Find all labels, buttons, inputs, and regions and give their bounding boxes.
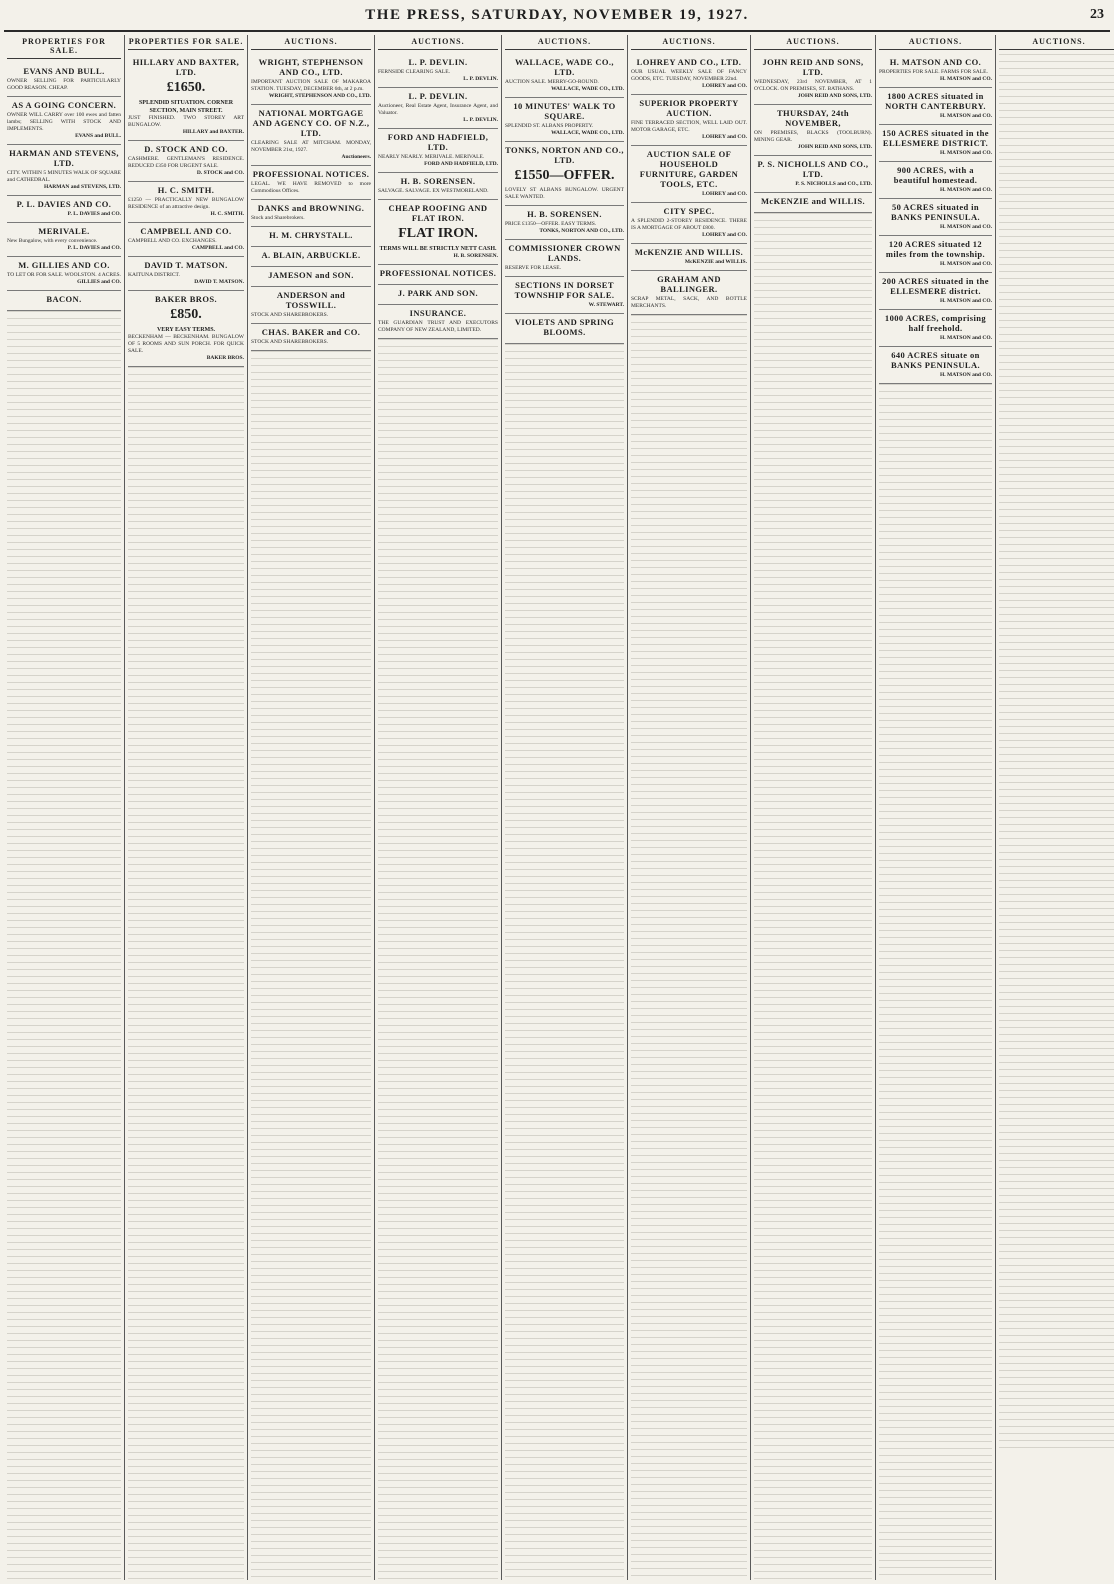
page-number: 23 [1090, 7, 1104, 22]
ad-signature: Auctioneers. [341, 154, 371, 160]
classified-ad [7, 145, 121, 196]
ad-heading: EVANS AND BULL. [23, 66, 105, 76]
ad-heading: AS A GOING CONCERN. [11, 100, 117, 110]
ad-signature: CAMPBELL and CO. [191, 245, 244, 251]
classified-ad [251, 324, 371, 351]
ad-signature: L. P. DEVLIN. [463, 76, 498, 82]
classified-ad [378, 200, 498, 265]
ad-signature: H. B. SORENSEN. [453, 253, 498, 259]
column-heading: AUCTIONS. [505, 35, 624, 50]
column-heading: PROPERTIES FOR SALE. [7, 35, 121, 59]
classified-ad [505, 314, 624, 344]
classified-ad [7, 63, 121, 97]
ad-heading: FORD AND HADFIELD, LTD. [387, 132, 489, 152]
small-print-lines [879, 384, 992, 1580]
ad-subheading: SPLENDID SITUATION. CORNER SECTION, MAIN STREET. [138, 100, 234, 114]
ad-signature: H. C. SMITH. [210, 211, 244, 217]
ad-heading: HILLARY AND BAXTER, LTD. [132, 57, 240, 77]
ad-heading: 200 ACRES situated in the ELLESMERE district. [882, 276, 989, 296]
ad-signature: BAKER BROS. [206, 355, 244, 361]
ad-body-text: £1250 — PRACTICALLY NEW BUNGALOW RESIDENCE of an attractive design. [128, 197, 244, 210]
ad-subheading: TERMS WILL BE STRICTLY NETT CASH. [379, 246, 497, 252]
classified-ad [378, 173, 498, 200]
ad-price: £1650. [166, 80, 206, 95]
ad-heading: NATIONAL MORTGAGE AND AGENCY CO. OF N.Z., LTD. [252, 108, 370, 138]
small-print-lines [378, 339, 498, 1580]
ad-signature: H. MATSON and CO. [939, 76, 992, 82]
ad-body-text: OWNER WILL CARRY over 100 ewes and fatten lambs; SELLING WITH STOCK AND IMPLEMENTS. [7, 112, 121, 132]
classified-ad [879, 273, 992, 310]
ad-heading: H. M. CHRYSTALL. [269, 230, 353, 240]
ad-price: £1550—OFFER. [514, 168, 615, 183]
column-4 [375, 35, 502, 1580]
classified-ad [879, 54, 992, 88]
ad-signature: H. MATSON and CO. [939, 224, 992, 230]
classified-ad [879, 162, 992, 199]
ad-heading: ANDERSON and TOSSWILL. [276, 290, 346, 310]
ad-signature: P. S. NICHOLLS and CO., LTD. [795, 181, 872, 187]
small-print-lines [999, 54, 1114, 1454]
ad-heading: H. C. SMITH. [157, 185, 215, 195]
classified-ad [505, 277, 624, 314]
ad-body-text: AUCTION SALE. MERRY-GO-ROUND. [505, 79, 599, 85]
classified-ad [7, 223, 121, 257]
classified-ad [251, 227, 371, 247]
classified-ad [631, 271, 747, 315]
classified-ad [128, 223, 244, 257]
masthead [4, 2, 1110, 32]
ad-signature: WRIGHT, STEPHENSON AND CO., LTD. [268, 93, 371, 99]
ad-heading: COMMISSIONER CROWN LANDS. [508, 243, 621, 263]
ad-signature: L. P. DEVLIN. [463, 117, 498, 123]
ad-body-text: PROPERTIES FOR SALE. FARMS FOR SALE. [879, 69, 988, 75]
column-heading: AUCTIONS. [879, 35, 992, 50]
ad-body-text: SCRAP METAL, SACK, AND BOTTLE MERCHANTS. [631, 296, 747, 309]
classified-ad [879, 199, 992, 236]
classified-ad [631, 244, 747, 271]
ad-heading: H. B. SORENSEN. [400, 176, 476, 186]
classified-ad [378, 129, 498, 173]
ad-signature: JOHN REID AND SONS, LTD. [797, 144, 872, 150]
ad-signature: H. MATSON and CO. [939, 298, 992, 304]
classified-ad [879, 125, 992, 162]
ad-signature: GILLIES and CO. [77, 279, 121, 285]
ad-body-text: BECKENHAM — BECKENHAM. BUNGALOW OF 5 ROOMS AND SUN PORCH. FOR QUICK SALE. [128, 334, 244, 354]
small-print-lines [7, 311, 121, 1580]
ad-body-text: CLEARING SALE AT MITCHAM. MONDAY, NOVEMBER 21st, 1927. [251, 140, 371, 153]
classified-ad [754, 156, 872, 193]
classified-ad [251, 267, 371, 287]
ad-body-text: OUR USUAL WEEKLY SALE OF FANCY GOODS, ETC. TUESDAY, NOVEMBER 22nd. [631, 69, 747, 82]
ad-heading: DANKS and BROWNING. [257, 203, 365, 213]
ad-heading: 1000 ACRES, comprising half freehold. [884, 313, 987, 333]
ad-heading: D. STOCK AND CO. [144, 144, 228, 154]
classified-ad [128, 141, 244, 182]
classified-ad [128, 182, 244, 223]
ad-body-text: SALVAGE. SALVAGE. EX WESTMORELAND. [378, 188, 489, 194]
ad-heading: H. MATSON AND CO. [889, 57, 982, 67]
ad-signature: W. STEWART. [588, 302, 624, 308]
column-heading: AUCTIONS. [378, 35, 498, 50]
ad-body-text: WEDNESDAY, 23rd NOVEMBER, AT 1 O'CLOCK. ON PREMISES, ST. BATHANS. [754, 79, 872, 92]
ad-body-text: KAITUNA DISTRICT. [128, 272, 180, 278]
ad-heading: 120 ACRES situated 12 miles from the township. [885, 239, 986, 259]
classified-ad [251, 287, 371, 324]
ad-body-text: OWNER SELLING FOR PARTICULARLY GOOD REASON. CHEAP. [7, 78, 121, 91]
classified-ad [378, 54, 498, 88]
classified-ad [251, 200, 371, 227]
small-print-lines [754, 213, 872, 1580]
ad-signature: H. MATSON and CO. [939, 113, 992, 119]
classified-ad [378, 88, 498, 129]
classified-ad [754, 105, 872, 156]
ad-body-text: LOVELY ST ALBANS BUNGALOW. URGENT SALE WANTED. [505, 187, 624, 200]
column-1 [4, 35, 125, 1580]
classified-ad [631, 203, 747, 244]
ad-body-text: TO LET OR FOR SALE. WOOLSTON. 4 ACRES. [7, 272, 121, 278]
ad-signature: McKENZIE and WILLIS. [684, 259, 747, 265]
small-print-lines [251, 351, 371, 1580]
ad-body-text: STOCK AND SHAREBROKERS. [251, 339, 329, 345]
ad-signature: P. L. DAVIES and CO. [67, 211, 121, 217]
classified-ad [128, 291, 244, 367]
ad-signature: LOHREY and CO. [702, 191, 747, 197]
ad-heading: DAVID T. MATSON. [144, 260, 228, 270]
column-2 [125, 35, 248, 1580]
ad-signature: LOHREY and CO. [702, 134, 747, 140]
ad-body-text: ON PREMISES, BLACKS (TOOLBURN). MINING GEAR. [754, 130, 872, 143]
ad-signature: WALLACE, WADE CO., LTD. [551, 130, 624, 136]
classified-ad [505, 142, 624, 206]
ad-heading: TONKS, NORTON AND CO., LTD. [505, 145, 624, 165]
ad-signature: HARMAN and STEVENS, LTD. [44, 184, 121, 190]
ad-heading: 150 ACRES situated in the ELLESMERE DISTRICT. [882, 128, 989, 148]
ad-signature: FORD AND HADFIELD, LTD. [424, 161, 498, 167]
ad-signature: DAVID T. MATSON. [194, 279, 244, 285]
ad-body-text: New Bungalow, with every convenience. [7, 238, 98, 244]
column-heading: AUCTIONS. [631, 35, 747, 50]
ad-signature: H. MATSON and CO. [939, 150, 992, 156]
ad-heading: CITY SPEC. [663, 206, 715, 216]
column-heading: PROPERTIES FOR SALE. [128, 35, 244, 50]
ad-body-text: CASHMERE. GENTLEMAN'S RESIDENCE. REDUCED £350 FOR URGENT SALE. [128, 156, 244, 169]
columns [4, 35, 1110, 1580]
ad-heading: McKENZIE and WILLIS. [761, 196, 865, 206]
classified-ad [378, 265, 498, 285]
classified-ad [754, 54, 872, 105]
ad-heading: BACON. [46, 294, 82, 304]
classified-ad [7, 257, 121, 291]
classified-ad [505, 206, 624, 240]
ad-body-text: Stock and Sharebrokers. [251, 215, 305, 221]
ad-heading: VIOLETS AND SPRING BLOOMS. [514, 317, 615, 337]
ad-subheading: VERY EASY TERMS. [156, 327, 216, 333]
classified-ad [879, 236, 992, 273]
ad-heading: P. L. DAVIES AND CO. [16, 199, 112, 209]
column-3 [248, 35, 375, 1580]
ad-heading: LOHREY AND CO., LTD. [636, 57, 742, 67]
ad-signature: LOHREY and CO. [702, 83, 747, 89]
classified-ad [128, 54, 244, 141]
ad-signature: H. MATSON and CO. [939, 372, 992, 378]
ad-price: FLAT IRON. [398, 226, 478, 241]
classified-ad [631, 95, 747, 146]
column-heading: AUCTIONS. [251, 35, 371, 50]
ad-signature: JOHN REID AND SONS, LTD. [797, 93, 872, 99]
classified-ad [378, 305, 498, 339]
ad-body-text: JUST FINISHED. TWO STOREY ART BUNGALOW. [128, 115, 244, 128]
small-print-lines [505, 344, 624, 1580]
ad-heading: MERIVALE. [38, 226, 90, 236]
page-title: THE PRESS, SATURDAY, NOVEMBER 19, 1927. [365, 7, 749, 23]
ad-heading: 640 ACRES situate on BANKS PENINSULA. [890, 350, 981, 370]
ad-heading: THURSDAY, 24th NOVEMBER, [776, 108, 850, 128]
ad-heading: JAMESON and SON. [268, 270, 354, 280]
classified-ad [631, 54, 747, 95]
classified-ad [7, 196, 121, 223]
column-5 [502, 35, 628, 1580]
ad-heading: McKENZIE AND WILLIS. [634, 247, 744, 257]
classified-ad [251, 54, 371, 105]
column-7 [751, 35, 876, 1580]
ad-signature: TONKS, NORTON AND CO., LTD. [539, 228, 624, 234]
ad-body-text: IMPORTANT AUCTION SALE OF MAKAROA STATION. TUESDAY, DECEMBER 6th, at 2 p.m. [251, 79, 371, 92]
ad-heading: J. PARK AND SON. [397, 288, 479, 298]
ad-signature: HILLARY and BAXTER. [182, 129, 244, 135]
ad-heading: M. GILLIES AND CO. [18, 260, 110, 270]
ad-signature: WALLACE, WADE CO., LTD. [551, 86, 624, 92]
ad-body-text: Auctioneer, Real Estate Agent, Insurance Agent, and Valuator. [378, 103, 498, 116]
ad-heading: H. B. SORENSEN. [527, 209, 602, 219]
classified-ad [7, 291, 121, 311]
ad-body-text: NEARLY NEARLY. MERIVALE. MERIVALE. [378, 154, 485, 160]
column-heading: AUCTIONS. [999, 35, 1114, 50]
classified-ad [505, 240, 624, 277]
ad-signature: H. MATSON and CO. [939, 187, 992, 193]
ad-heading: 50 ACRES situated in BANKS PENINSULA. [890, 202, 981, 222]
classified-ad [251, 166, 371, 200]
ad-heading: L. P. DEVLIN. [408, 91, 468, 101]
classified-ad [251, 105, 371, 166]
ad-body-text: PRICE £1350—OFFER. EASY TERMS. [505, 221, 597, 227]
ad-signature: P. L. DAVIES and CO. [67, 245, 121, 251]
ad-heading: SUPERIOR PROPERTY AUCTION. [639, 98, 739, 118]
ad-heading: INSURANCE. [409, 308, 467, 318]
ad-body-text: RESERVE FOR LEASE. [505, 265, 561, 271]
ad-body-text: THE GUARDIAN TRUST AND EXECUTORS COMPANY OF NEW ZEALAND, LIMITED. [378, 320, 498, 333]
classified-ad [879, 310, 992, 347]
ad-heading: 10 MINUTES' WALK TO SQUARE. [513, 101, 616, 121]
ad-signature: H. MATSON and CO. [939, 261, 992, 267]
ad-heading: WRIGHT, STEPHENSON AND CO., LTD. [258, 57, 364, 77]
ad-heading: 1800 ACRES situated in NORTH CANTERBURY. [885, 91, 986, 111]
ad-heading: CHAS. BAKER and CO. [261, 327, 361, 337]
ad-heading: CHEAP ROOFING AND FLAT IRON. [388, 203, 488, 223]
column-9 [996, 35, 1114, 1580]
classified-ad [754, 193, 872, 213]
ad-signature: EVANS and BULL. [75, 133, 121, 139]
ad-body-text: SPLENDID ST. ALBANS PROPERTY. [505, 123, 594, 129]
ad-signature: D. STOCK and CO. [196, 170, 244, 176]
ad-heading: L. P. DEVLIN. [408, 57, 468, 67]
classified-ad [128, 257, 244, 291]
ad-heading: GRAHAM AND BALLINGER. [657, 274, 721, 294]
classified-ad [251, 247, 371, 267]
ad-body-text: CITY. WITHIN 5 MINUTES WALK OF SQUARE and CATHEDRAL. [7, 170, 121, 183]
ad-heading: 900 ACRES, with a beautiful homestead. [893, 165, 978, 185]
ad-heading: WALLACE, WADE CO., LTD. [515, 57, 614, 77]
ad-heading: JOHN REID AND SONS, LTD. [762, 57, 864, 77]
ad-heading: P. S. NICHOLLS AND CO., LTD. [757, 159, 869, 179]
classified-ad [505, 98, 624, 142]
ad-heading: PROFESSIONAL NOTICES. [252, 169, 370, 179]
ad-body-text: FINE TERRACED SECTION, WELL LAID OUT. MOTOR GARAGE, ETC. [631, 120, 747, 133]
classified-ad [7, 97, 121, 145]
classified-ad [378, 285, 498, 305]
ad-price: £850. [170, 307, 202, 322]
ad-body-text: CAMPBELL AND CO. EXCHANGES. [128, 238, 217, 244]
column-heading: AUCTIONS. [754, 35, 872, 50]
classified-ad [879, 88, 992, 125]
ad-heading: CAMPBELL AND CO. [140, 226, 232, 236]
ad-heading: AUCTION SALE OF HOUSEHOLD FURNITURE, GARDEN TOOLS, ETC. [639, 149, 739, 189]
ad-heading: A. BLAIN, ARBUCKLE. [261, 250, 361, 260]
small-print-lines [631, 315, 747, 1580]
column-6 [628, 35, 751, 1580]
ad-body-text: LEGAL. WE HAVE REMOVED to more Commodious Offices. [251, 181, 371, 194]
classified-ad [631, 146, 747, 203]
ad-body-text: STOCK AND SHAREBROKERS. [251, 312, 329, 318]
ad-signature: H. MATSON and CO. [939, 335, 992, 341]
classified-ad [505, 54, 624, 98]
ad-body-text: A SPLENDID 2-STOREY RESIDENCE. THERE IS A MORTGAGE OF ABOUT £800. [631, 218, 747, 231]
ad-heading: PROFESSIONAL NOTICES. [379, 268, 497, 278]
small-print-lines [128, 367, 244, 1580]
ad-body-text: FERNSIDE CLEARING SALE. [378, 69, 450, 75]
classified-ad [879, 347, 992, 384]
ad-heading: BAKER BROS. [154, 294, 218, 304]
column-8 [876, 35, 996, 1580]
ad-signature: LOHREY and CO. [702, 232, 747, 238]
ad-heading: SECTIONS IN DORSET TOWNSHIP FOR SALE. [514, 280, 615, 300]
ad-heading: HARMAN AND STEVENS, LTD. [9, 148, 119, 168]
